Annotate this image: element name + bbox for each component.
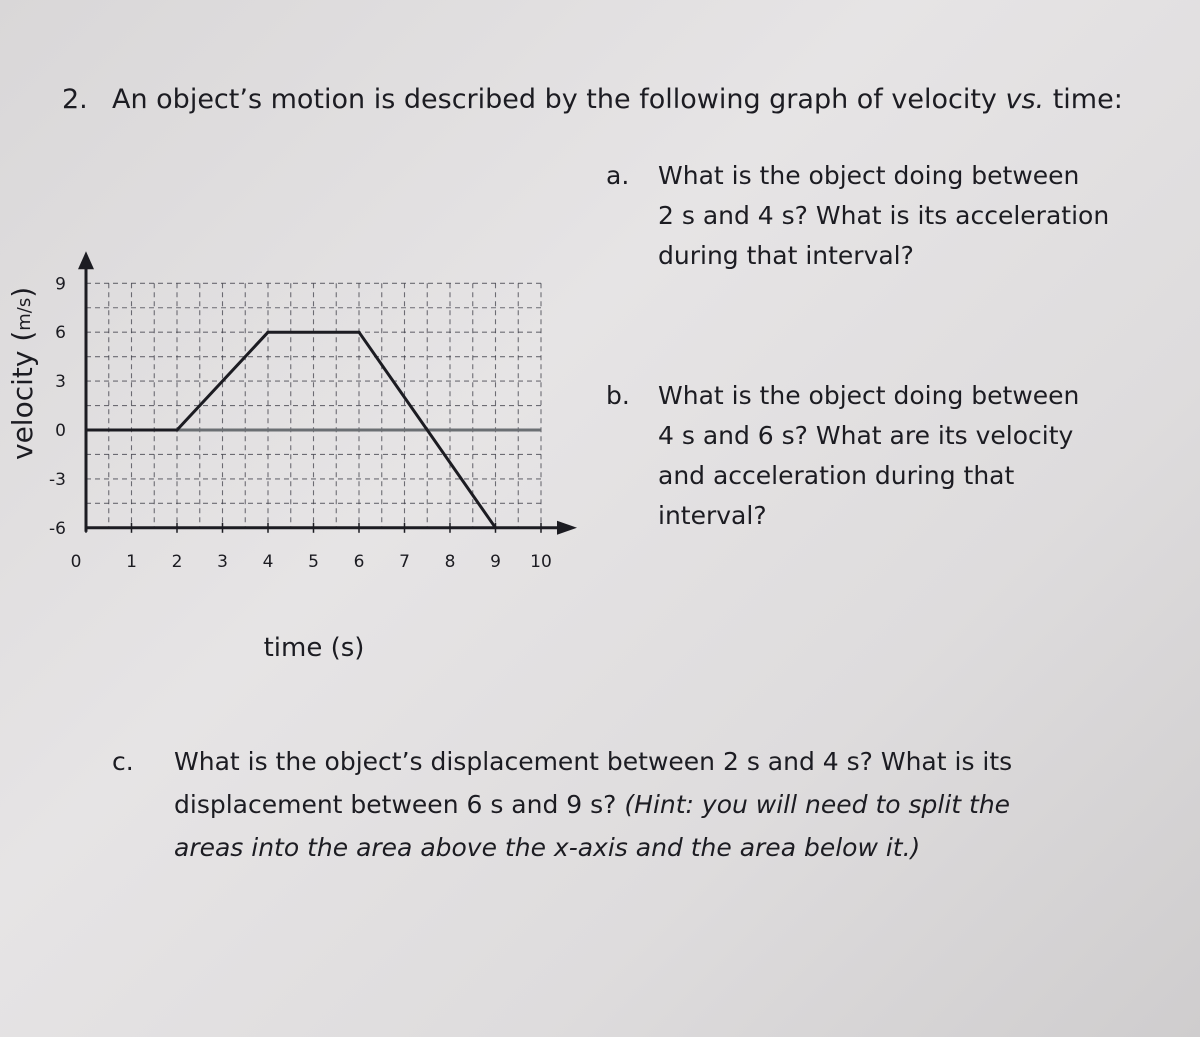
velocity-data-point — [267, 331, 270, 334]
part-a-line: What is the object doing between — [658, 161, 1080, 190]
velocity-data-point — [176, 429, 179, 432]
y-tick-label: -3 — [49, 469, 66, 490]
x-axis-arrow — [557, 521, 577, 535]
part-c-hint: (Hint: you will need to split the — [624, 790, 1011, 819]
part-b-line: 4 s and 6 s? What are its velocity — [658, 421, 1074, 450]
velocity-data-point — [358, 331, 361, 334]
y-tick-label: 3 — [55, 372, 66, 393]
x-tick-label: 3 — [217, 551, 228, 572]
part-c-line2-text: displacement between 6 s and 9 s? — [174, 790, 625, 819]
part-c-line: What is the object’s displacement between 2 s and 4 s? What is its — [174, 747, 1013, 776]
part-b — [606, 376, 1079, 536]
y-axis-unit-den: s — [13, 297, 35, 308]
question-prompt-post: time: — [1044, 84, 1123, 115]
part-b-line: What is the object doing between — [658, 381, 1080, 410]
question-number: 2. — [62, 84, 88, 115]
x-tick-label: 6 — [353, 551, 365, 572]
x-tick-label: 9 — [490, 551, 501, 572]
part-a-line: during that interval? — [658, 241, 914, 270]
x-axis-label: time (s) — [263, 633, 365, 663]
x-tick-label: 8 — [444, 551, 456, 572]
question-prompt-pre: An object’s motion is described by the following graph of velocity — [112, 84, 1006, 115]
part-c-line — [174, 826, 1012, 869]
x-tick-label: 5 — [308, 551, 319, 572]
part-c-label: c. — [112, 747, 134, 776]
y-axis-arrow — [78, 251, 94, 269]
y-tick-label: 0 — [55, 421, 66, 441]
part-a-line: 2 s and 4 s? What is its acceleration — [658, 201, 1110, 230]
y-axis-label-close: ) — [6, 286, 39, 298]
x-tick-label: 2 — [171, 551, 183, 572]
x-tick-label: 0 — [70, 551, 82, 572]
question-prompt-vs: vs. — [1005, 84, 1045, 115]
chart-axes — [78, 251, 577, 535]
x-tick-label: 7 — [399, 551, 410, 572]
y-axis-unit-num: m — [13, 313, 35, 331]
part-b-label: b. — [606, 381, 630, 410]
x-tick-label: 10 — [530, 551, 552, 572]
part-c-hint-cont: areas into the area above the x-axis and the area below it.) — [174, 833, 921, 862]
part-c-line — [174, 783, 1012, 826]
x-tick-label: 4 — [262, 551, 274, 572]
chart-grid — [86, 283, 541, 528]
velocity-time-chart — [0, 150, 600, 830]
velocity-data-point — [494, 526, 497, 529]
y-axis-label-main: velocity ( — [6, 330, 39, 460]
y-tick-label: -6 — [49, 518, 66, 539]
x-tick-label: 1 — [126, 551, 137, 572]
part-b-line: interval? — [658, 501, 767, 530]
question-title — [62, 84, 1123, 115]
y-axis-unit: m/s — [13, 297, 35, 331]
y-axis-label — [6, 287, 39, 460]
y-tick-label: 6 — [55, 323, 66, 344]
part-a-label: a. — [606, 161, 630, 190]
part-a — [606, 156, 1109, 276]
part-b-line: and acceleration during that — [658, 461, 1015, 490]
y-tick-label: 9 — [55, 274, 66, 295]
velocity-data-point — [85, 429, 88, 432]
part-c — [112, 740, 1012, 869]
